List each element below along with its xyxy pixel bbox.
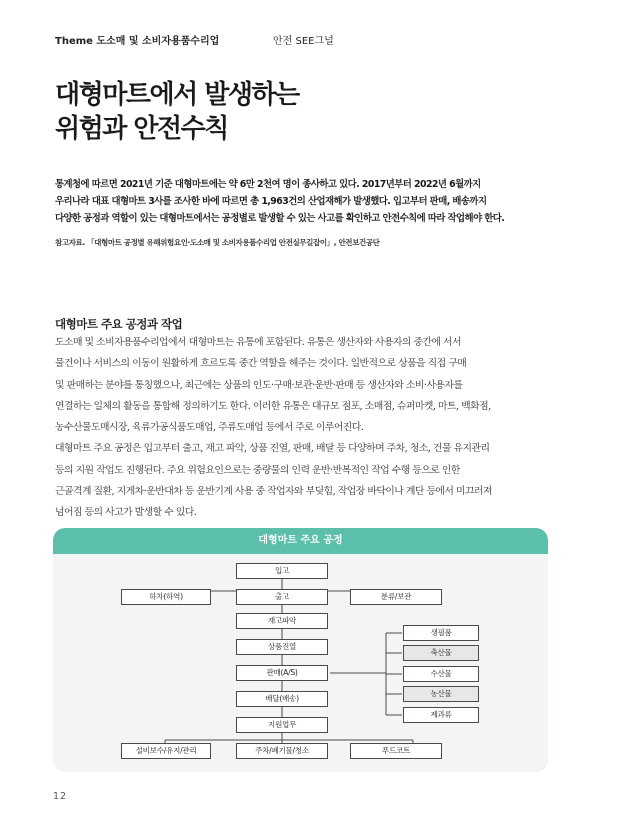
process-box-display: 상품진열	[236, 639, 328, 655]
title-line-1: 대형마트에서 발생하는	[55, 80, 299, 110]
body-line: 농수산물도매시장, 육류가공식품도매업, 주류도매업 등에서 주로 이루어진다.	[55, 422, 364, 434]
body-line: 도소매 및 소비자용품수리업에서 대형마트는 유통에 포함된다. 유통은 생산자와 사용자의 중간에 서서	[55, 337, 462, 348]
process-box-receiving: 입고	[236, 563, 328, 579]
support-box-maintenance: 설비보수/유지/관리	[121, 743, 211, 759]
reference-note: 참고자료. 「대형마트 공정별 유해위험요인·도소매 및 소비자용품수리업 안전실무길잡이」, 안전보건공단	[55, 238, 380, 247]
product-box-seafood: 수산물	[403, 666, 479, 682]
body-line: 근골격계 질환, 지게차·운반대차 등 운반기계 사용 중 작업자와 부딪힘, 작업장 바닥이나 계단 등에서 미끄러져	[55, 486, 492, 498]
product-box-agricultural: 농산물	[403, 686, 479, 702]
process-box-sorting-storage: 분류/보관	[350, 589, 442, 605]
process-box-shipping: 출고	[236, 589, 328, 605]
body-line: 대형마트 주요 공정은 입고부터 출고, 재고 파악, 상품 진열, 판매, 배달 등 다양하며 주차, 청소, 건물 유지관리	[55, 443, 490, 455]
process-box-sales: 판매(A/S)	[236, 665, 328, 681]
product-box-confectionery: 제과류	[403, 707, 479, 723]
intro-line: 다양한 공정과 역할이 있는 대형마트에서는 공정별로 발생할 수 있는 사고를 확인하고 안전수칙에 따라 작업해야 한다.	[55, 213, 505, 224]
body-line: 물건이나 서비스의 이동이 원활하게 흐르도록 중간 역할을 해주는 것이다. 일반적으로 상품을 직접 구매	[55, 358, 467, 370]
process-box-delivery: 배달(배송)	[236, 691, 328, 707]
product-box-livestock: 축산물	[403, 645, 479, 661]
body-line: 및 판매하는 분야를 통칭했으나, 최근에는 상품의 인도·구매·보관·운반·판매 등 생산자와 소비·사용자를	[55, 379, 463, 391]
intro-line: 통계청에 따르면 2021년 기준 대형마트에는 약 6만 2천여 명이 종사하고 있다. 2017년부터 2022년 6월까지	[55, 179, 481, 190]
section-body	[55, 332, 583, 524]
support-box-food-court: 푸드코트	[350, 743, 442, 759]
section-title: 대형마트 주요 공정과 작업	[55, 317, 183, 331]
page-title	[55, 78, 299, 146]
header-section: Theme 도소매 및 소비자용품수리업	[55, 36, 220, 47]
process-diagram	[53, 528, 548, 772]
process-box-support: 지원업무	[236, 717, 328, 733]
page-number: 12	[53, 791, 68, 802]
product-box-daily-necessities: 생필품	[403, 625, 479, 641]
title-line-2: 위험과 안전수칙	[55, 114, 228, 144]
intro-paragraph	[55, 176, 585, 227]
body-line: 등의 지원 작업도 진행된다. 주요 위험요인으로는 중량물의 인력 운반·반복적인 작업 수행 등으로 인한	[55, 464, 460, 476]
support-box-parking-cleaning: 주차/폐기물/청소	[236, 743, 328, 759]
process-box-unloading: 하차(하역)	[121, 589, 211, 605]
body-line: 연결하는 일체의 활동을 통합해 정의하기도 한다. 이러한 유통은 대규모 점포, 소매점, 슈퍼마켓, 마트, 백화점,	[55, 400, 491, 412]
intro-line: 우리나라 대표 대형마트 3사를 조사한 바에 따르면 총 1,963건의 산업재해가 발생했다. 입고부터 판매, 배송까지	[55, 196, 487, 207]
diagram-title: 대형마트 주요 공정	[53, 528, 548, 554]
process-box-inventory: 재고파악	[236, 613, 328, 629]
body-line: 넘어짐 등의 사고가 발생할 수 있다.	[55, 507, 197, 519]
header-subtitle: 안전 SEE그널	[273, 36, 334, 47]
